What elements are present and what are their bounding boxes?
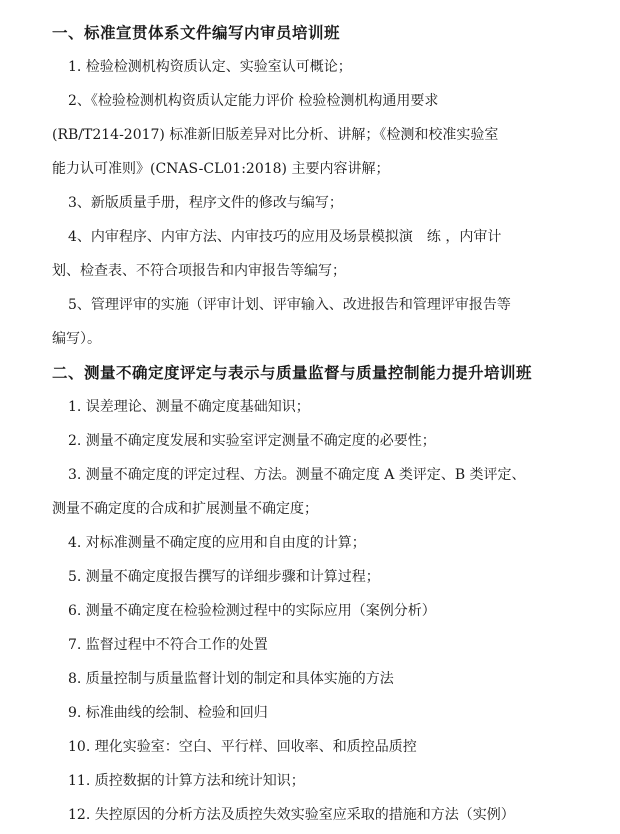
section1-item-4-line2: 划、检查表、不符合项报告和内审报告等编写；	[52, 263, 346, 279]
section1-item-3: 3、新版质量手册，程序文件的修改与编写；	[68, 195, 343, 211]
section1-item-4-line1: 4、内审程序、内审方法、内审技巧的应用及场景模拟演 练 ，内审计	[68, 229, 502, 245]
section2-item-6: 6. 测量不确定度在检验检测过程中的实际应用（案例分析）	[68, 603, 436, 619]
section2-item-4: 4. 对标准测量不确定度的应用和自由度的计算；	[68, 535, 366, 551]
section2-item-5: 5. 测量不确定度报告撰写的详细步骤和计算过程；	[68, 569, 380, 585]
section2-item-1: 1. 误差理论、测量不确定度基础知识；	[68, 399, 310, 415]
section1-heading: 一、标准宣贯体系文件编写内审员培训班	[52, 24, 341, 42]
section1-item-1: 1. 检验检测机构资质认定、实验室认可概论；	[68, 59, 352, 75]
section2-item-8: 8. 质量控制与质量监督计划的制定和具体实施的方法	[68, 671, 394, 687]
section2-item-3-line1: 3. 测量不确定度的评定过程、方法。测量不确定度 A 类评定、B 类评定、	[68, 467, 526, 483]
section1-item-5-line2: 编写）。	[52, 331, 101, 347]
section2-item-2: 2. 测量不确定度发展和实验室评定测量不确定度的必要性；	[68, 433, 436, 449]
section1-item-2-line2: (RB/T214-2017) 标准新旧版差异对比分析、讲解；《检测和校准实验室	[52, 127, 499, 143]
section2-item-11: 11. 质控数据的计算方法和统计知识；	[68, 773, 305, 789]
section2-item-9: 9. 标准曲线的绘制、检验和回归	[68, 705, 268, 721]
section1-item-2-line1: 2、《检验检测机构资质认定能力评价 检验检测机构通用要求	[68, 93, 439, 109]
section2-item-12: 12. 失控原因的分析方法及质控失效实验室应采取的措施和方法（实例）	[68, 807, 515, 823]
section1-item-5-line1: 5、管理评审的实施（评审计划、评审输入、改进报告和管理评审报告等	[68, 297, 511, 313]
section2-item-3-line2: 测量不确定度的合成和扩展测量不确定度；	[52, 501, 318, 517]
section2-item-10: 10. 理化实验室：空白、平行样、回收率、和质控品质控	[68, 739, 417, 755]
section1-item-2-line3: 能力认可准则》(CNAS-CL01:2018) 主要内容讲解；	[52, 161, 390, 177]
section2-heading: 二、测量不确定度评定与表示与质量监督与质量控制能力提升培训班	[52, 364, 533, 382]
section2-item-7: 7. 监督过程中不符合工作的处置	[68, 637, 268, 653]
